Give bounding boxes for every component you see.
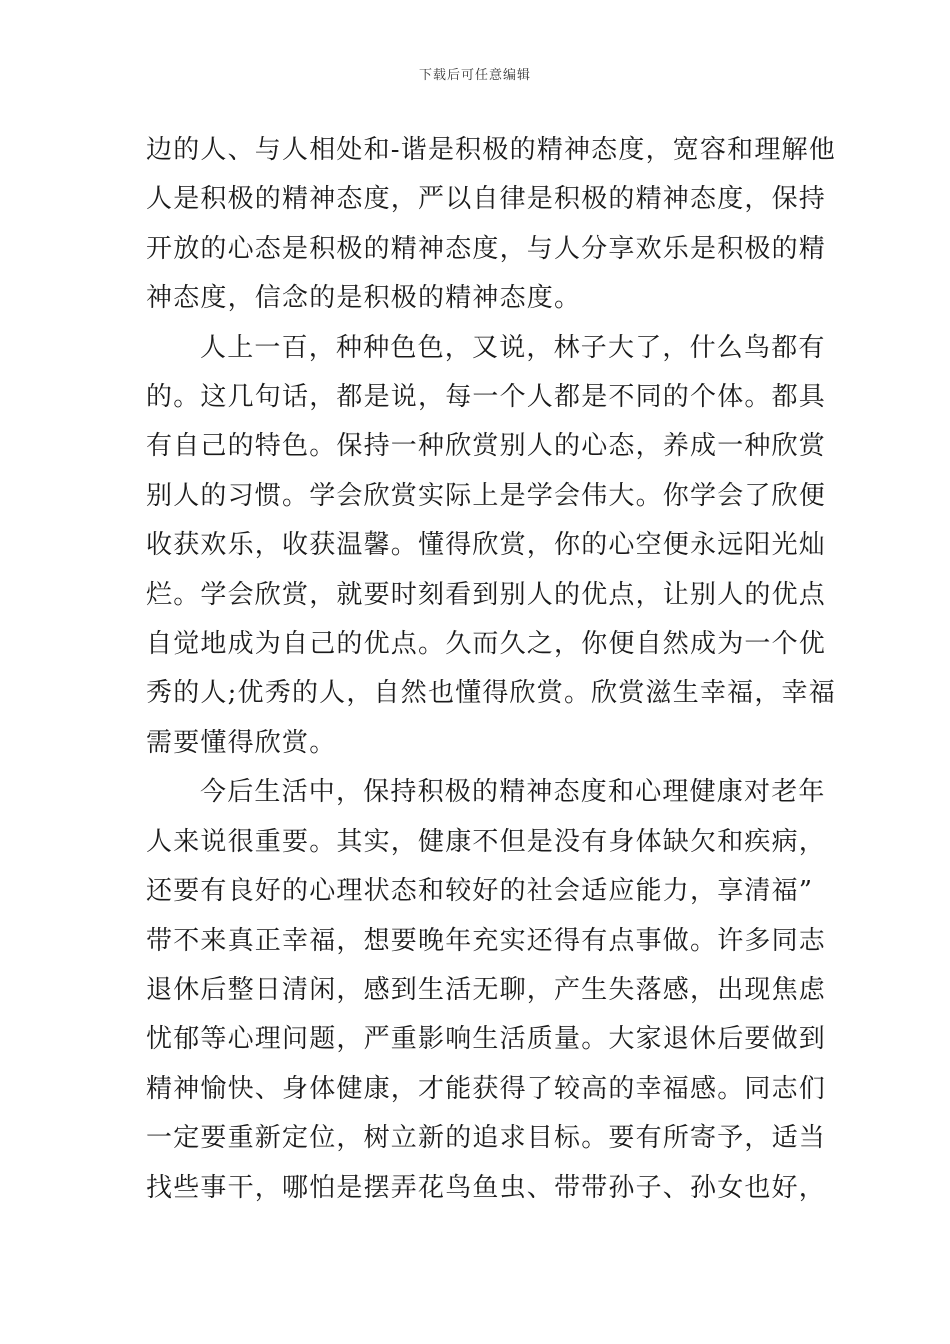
text-line: 需要懂得欣赏。: [146, 727, 337, 758]
text-line: 人来说很重要。其实，健康不但是没有身体缺欠和疾病，: [146, 826, 827, 857]
text-line: 人上一百，种种色色，又说，林子大了，什么鸟都有: [200, 332, 826, 363]
text-line: 烂。学会欣赏，就要时刻看到别人的优点，让别人的优点: [146, 579, 827, 610]
text-line: 开放的心态是积极的精神态度，与人分享欢乐是积极的精: [146, 233, 827, 264]
text-line: 的。这几句话，都是说，每一个人都是不同的个体。都具: [146, 382, 827, 413]
text-line: 带不来真正幸福，想要晚年充实还得有点事做。许多同志: [146, 925, 827, 956]
page-header: 下载后可任意编辑: [418, 68, 531, 83]
text-line: 找些事干，哪怕是摆弄花鸟鱼虫、带带孙子、孙女也好，: [146, 1172, 827, 1203]
text-line: 有自己的特色。保持一种欣赏别人的心态，养成一种欣赏: [146, 431, 827, 462]
document-body: [146, 126, 836, 1213]
text-line: 退休后整日清闲，感到生活无聊，产生失落感，出现焦虑: [146, 974, 827, 1005]
text-line: 今后生活中，保持积极的精神态度和心理健康对老年: [200, 777, 826, 808]
text-line: 收获欢乐，收获温馨。懂得欣赏，你的心空便永远阳光灿: [146, 530, 827, 561]
text-line: 自觉地成为自己的优点。久而久之，你便自然成为一个优: [146, 629, 827, 660]
paragraph-2: [146, 324, 836, 769]
text-line: 人是积极的精神态度，严以自律是积极的精神态度，保持: [146, 184, 827, 215]
text-line: 边的人、与人相处和-谐是积极的精神态度，宽容和理解他: [146, 135, 836, 165]
text-line: 精神愉快、身体健康，才能获得了较高的幸福感。同志们: [146, 1073, 827, 1104]
text-line: 还要有良好的心理状态和较好的社会适应能力，享清福”: [146, 876, 814, 907]
text-line: 神态度，信念的是积极的精神态度。: [146, 283, 582, 314]
text-line: 别人的习惯。学会欣赏实际上是学会伟大。你学会了欣便: [146, 480, 827, 511]
paragraph-3: [146, 768, 827, 1213]
text-line: 一定要重新定位，树立新的追求目标。要有所寄予，适当: [146, 1123, 827, 1154]
paragraph-1: [146, 126, 836, 324]
text-line: 秀的人;优秀的人，自然也懂得欣赏。欣赏滋生幸福，幸福: [146, 678, 836, 709]
text-line: 忧郁等心理问题，严重影响生活质量。大家退休后要做到: [146, 1024, 827, 1055]
